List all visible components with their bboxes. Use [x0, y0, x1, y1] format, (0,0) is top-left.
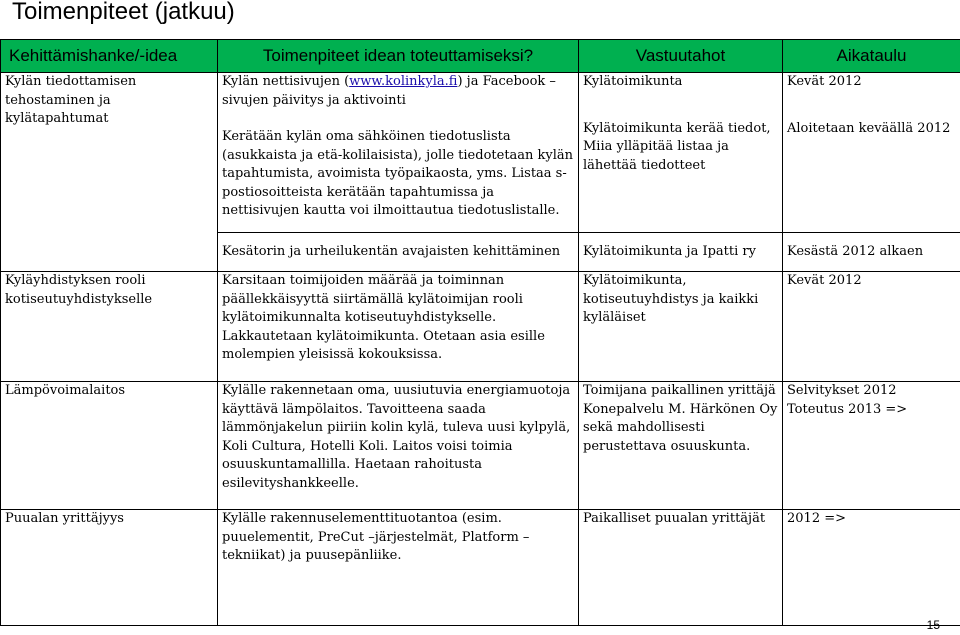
responsible-cell [579, 272, 783, 382]
schedule-cell [783, 510, 960, 626]
responsible-text: Paikalliset puualan yrittäjät [583, 511, 766, 526]
measures-table [0, 39, 960, 626]
responsible-cell [579, 73, 783, 233]
table-row [1, 272, 960, 382]
responsible-text: Kylätoimikunta, kotiseutuyhdistys ja kaikki kyläläiset [583, 273, 759, 325]
schedule-cell [783, 233, 960, 272]
responsible-cell [579, 382, 783, 510]
schedule-text: 2012 => [787, 511, 847, 526]
schedule-text-1: Selvitykset 2012 [787, 383, 897, 398]
page-number: 15 [926, 618, 940, 632]
header-idea: Kehittämishanke/-idea [1, 40, 218, 73]
action-cell [218, 233, 579, 272]
action-cell [218, 382, 579, 510]
page-title: Toimenpiteet (jatkuu) [12, 0, 235, 25]
schedule-text-2: Toteutus 2013 => [787, 401, 908, 417]
table-header-row [1, 40, 960, 73]
action-text: Kylälle rakennuselementtituotantoa (esim. puuelementit, PreCut –järjestelmät, Platform – tekniikat) ja puusepänliike. [222, 511, 530, 563]
action-text: Kylälle rakennetaan oma, uusiutuvia energiamuotoja käyttävä lämpölaitos. Tavoitteena saada lämmönjakelun piiriin kolin kylä, tuleva uusi kylpylä, Koli Cultura, Hotelli Koli. Laitos voisi toimia osuuskuntamallilla. Haetaan rahoitusta esilevityshankkeelle. [222, 383, 571, 491]
header-schedule: Aikataulu [783, 40, 960, 73]
table-row [1, 510, 960, 626]
idea-cell [1, 510, 218, 626]
responsible-cell [579, 233, 783, 272]
table-row [1, 382, 960, 510]
action-cell [218, 510, 579, 626]
schedule-cell [783, 382, 960, 510]
schedule-text-2: Aloitetaan keväällä 2012 [787, 120, 951, 136]
action-cell [218, 272, 579, 382]
responsible-cell [579, 510, 783, 626]
table-row [1, 73, 960, 233]
idea-text: Lämpövoimalaitos [5, 383, 126, 398]
responsible-text: Kylätoimikunta ja Ipatti ry [583, 243, 756, 259]
idea-cell [1, 272, 218, 382]
schedule-cell [783, 73, 960, 233]
action-text-2: Kerätään kylän oma sähköinen tiedotuslista (asukkaista ja etä-kolilaisista), jolle tiedotetaan kylän tapahtumista, avoimista työpaikaosta, yms. Listaa s-postiosoitteista kerätään tapahtumissa ja nettisivujen kautta voi ilmoittautua tiedotuslistalle. [222, 129, 574, 218]
responsible-text: Toimijana paikallinen yrittäjä Konepalvelu M. Härkönen Oy sekä mahdollisesti perustettava osuuskunta. [583, 383, 778, 454]
schedule-text-1: Kevät 2012 [787, 74, 862, 89]
header-responsible: Vastuutahot [579, 40, 783, 73]
website-link[interactable]: www.kolinkyla.fi [349, 74, 458, 89]
action-cell [218, 73, 579, 233]
idea-text: Puualan yrittäjyys [5, 511, 124, 526]
action-text-1: Kylän nettisivujen (www.kolinkyla.fi) ja Facebook – sivujen päivitys ja aktivointi [222, 74, 556, 108]
schedule-text: Kevät 2012 [787, 273, 862, 288]
idea-text: Kyläyhdistyksen rooli kotiseutuyhdistykselle [5, 273, 153, 307]
idea-cell [1, 73, 218, 272]
action-text: Kesätorin ja urheilukentän avajaisten kehittäminen [222, 243, 561, 259]
idea-text: Kylän tiedottamisen tehostaminen ja kylätapahtumat [5, 74, 137, 126]
responsible-text-2: Kylätoimikunta kerää tiedot, Miia ylläpitää listaa ja lähettää tiedotteet [583, 120, 771, 173]
responsible-text-1: Kylätoimikunta [583, 74, 683, 89]
schedule-text: Kesästä 2012 alkaen [787, 243, 924, 259]
action-text: Karsitaan toimijoiden määrää ja toiminnan päällekkäisyyttä siirtämällä kylätoimijan rooli kylätoimikunnalta kotiseutuyhdistykselle. Lakkautetaan kylätoimikunta. Otetaan asia esille molempien yleisissä kokouksissa. [222, 273, 545, 362]
header-actions: Toimenpiteet idean toteuttamiseksi? [218, 40, 579, 73]
schedule-cell [783, 272, 960, 382]
idea-cell [1, 382, 218, 510]
